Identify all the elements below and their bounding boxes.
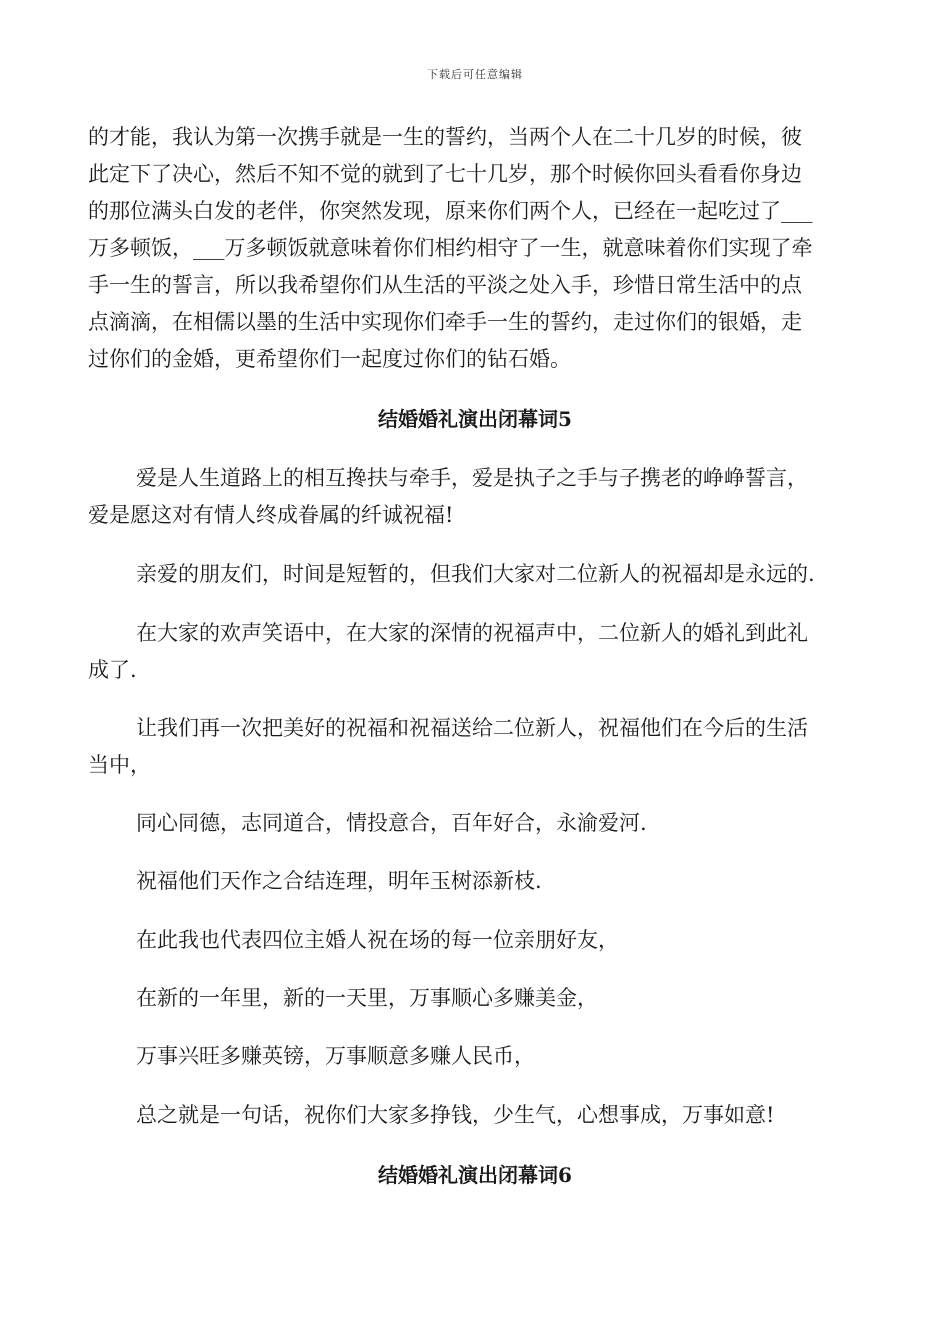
text-line: 爱是人生道路上的相互搀扶与牵手，爱是执子之手与子携老的峥峥誓言，: [136, 466, 808, 490]
text-line: 成了.: [88, 658, 137, 682]
text-line: 总之就是一句话，祝你们大家多挣钱，少生气，心想事成，万事如意!: [136, 1103, 775, 1127]
text-line: 的才能，我认为第一次携手就是一生的誓约，当两个人在二十几岁的时候，彼: [88, 125, 802, 149]
text-line: 点滴滴，在相儒以墨的生活中实现你们牵手一生的誓约，走过你们的银婚，走: [88, 310, 802, 334]
text-line: 亲爱的朋友们，时间是短暂的，但我们大家对二位新人的祝福却是永远的.: [136, 562, 815, 586]
text-line: 此定下了决心，然后不知不觉的就到了七十几岁，那个时候你回头看看你身边: [88, 162, 802, 186]
page-header: 下载后可任意编辑: [427, 68, 523, 81]
text-line: 当中，: [88, 753, 151, 777]
text-line: 让我们再一次把美好的祝福和祝福送给二位新人，祝福他们在今后的生活: [136, 716, 808, 740]
text-line: 在新的一年里，新的一天里，万事顺心多赚美金，: [136, 986, 598, 1010]
section-heading-5: 结婚婚礼演出闭幕词5: [378, 407, 572, 431]
text-line: 同心同德，志同道合，情投意合，百年好合，永渝爱河.: [136, 811, 647, 835]
text-line: 在此我也代表四位主婚人祝在场的每一位亲朋好友，: [136, 928, 619, 952]
text-line: 万事兴旺多赚英镑，万事顺意多赚人民币，: [136, 1044, 535, 1068]
text-line: 手一生的誓言，所以我希望你们从生活的平淡之处入手，珍惜日常生活中的点: [88, 273, 802, 297]
text-line: 爱是愿这对有情人终成眷属的纤诚祝福!: [88, 503, 454, 527]
text-line: 万多顿饭，___万多顿饭就意味着你们相约相守了一生，就意味着你们实现了牵: [88, 236, 813, 260]
text-line: 在大家的欢声笑语中，在大家的深情的祝福声中，二位新人的婚礼到此礼: [136, 621, 808, 645]
text-line: 过你们的金婚，更希望你们一起度过你们的钻石婚。: [88, 347, 571, 371]
text-line: 祝福他们天作之合结连理，明年玉树添新枝.: [136, 869, 542, 893]
section-heading-6: 结婚婚礼演出闭幕词6: [378, 1163, 572, 1187]
text-line: 的那位满头白发的老伴，你突然发现，原来你们两个人，已经在一起吃过了___: [88, 199, 813, 223]
